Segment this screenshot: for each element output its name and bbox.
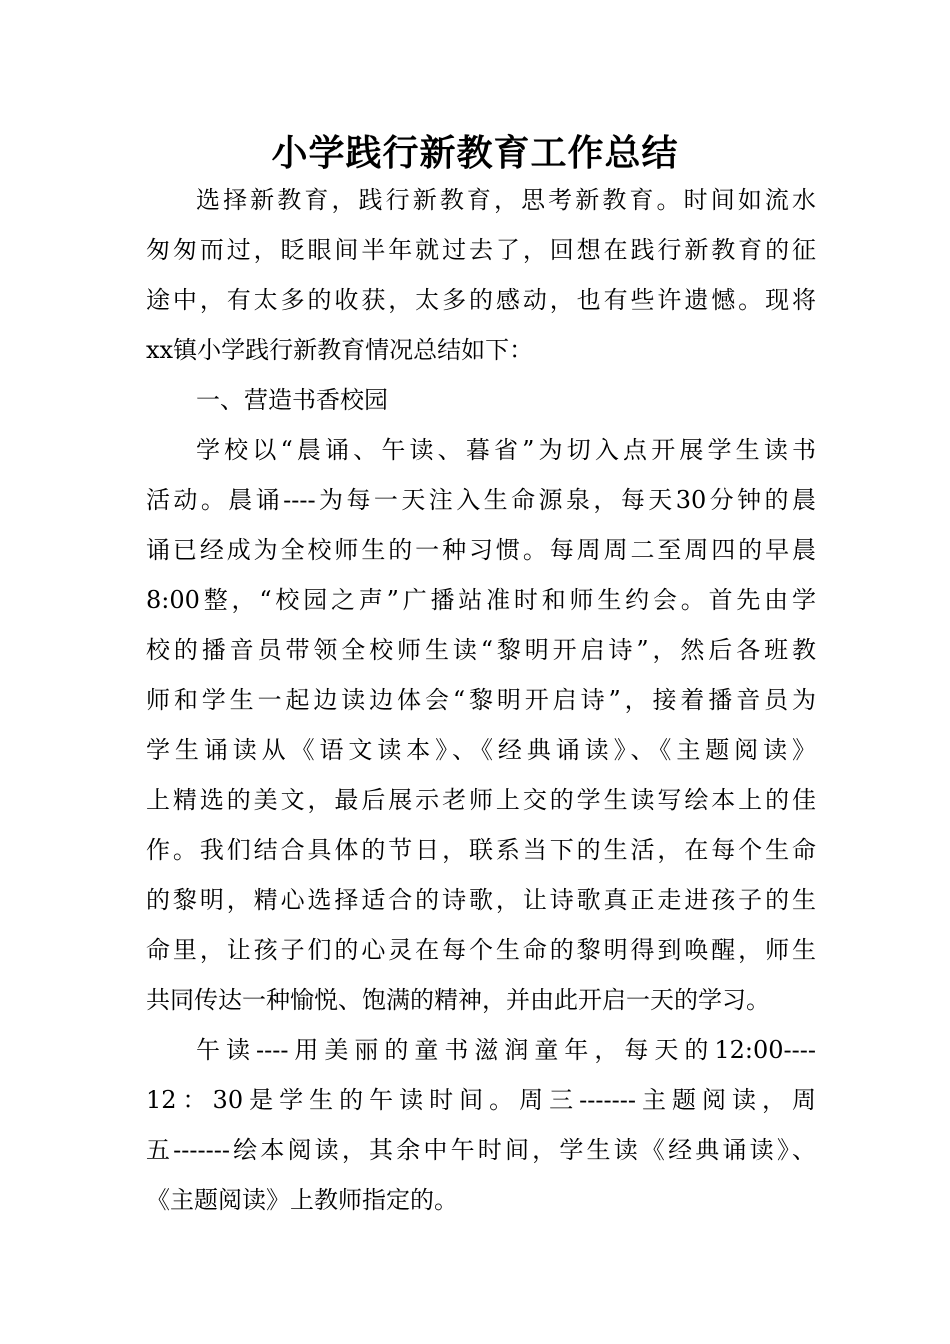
paragraph-line: 活动。晨诵----为每一天注入生命源泉，每天30分钟的晨 bbox=[146, 486, 816, 514]
section-heading: 一、营造书香校园 bbox=[196, 386, 388, 414]
paragraph-line: 选择新教育，践行新教育，思考新教育。时间如流水 bbox=[196, 186, 816, 214]
paragraph-line: 校的播音员带领全校师生读“黎明开启诗”，然后各班教 bbox=[146, 636, 816, 664]
paragraph-line: 师和学生一起边读边体会“黎明开启诗”，接着播音员为 bbox=[146, 686, 816, 714]
paragraph-line: 学校以“晨诵、午读、暮省”为切入点开展学生读书 bbox=[196, 436, 816, 464]
paragraph-line: 上精选的美文，最后展示老师上交的学生读写绘本上的佳 bbox=[146, 786, 816, 814]
paragraph-line: xx镇小学践行新教育情况总结如下： bbox=[146, 336, 534, 364]
document-title: 小学践行新教育工作总结 bbox=[271, 132, 679, 174]
paragraph-line: 途中，有太多的收获，太多的感动，也有些许遗憾。现将 bbox=[146, 286, 816, 314]
paragraph-line: 午读----用美丽的童书滋润童年，每天的12:00---- bbox=[196, 1036, 816, 1064]
paragraph-line: 作。我们结合具体的节日，联系当下的生活，在每个生命 bbox=[146, 836, 816, 864]
paragraph-line: 五-------绘本阅读，其余中午时间，学生读《经典诵读》、 bbox=[146, 1136, 816, 1164]
paragraph-line: 诵已经成为全校师生的一种习惯。每周周二至周四的早晨 bbox=[146, 536, 816, 564]
paragraph-line: 12：30是学生的午读时间。周三-------主题阅读，周 bbox=[146, 1086, 816, 1114]
paragraph-line: 共同传达一种愉悦、饱满的精神，并由此开启一天的学习。 bbox=[146, 986, 770, 1014]
paragraph-line: 命里，让孩子们的心灵在每个生命的黎明得到唤醒，师生 bbox=[146, 936, 816, 964]
paragraph-line: 学生诵读从《语文读本》、《经典诵读》、《主题阅读》 bbox=[146, 736, 816, 764]
paragraph-line: 匆匆而过，眨眼间半年就过去了，回想在践行新教育的征 bbox=[146, 236, 816, 264]
paragraph-line: 《主题阅读》上教师指定的。 bbox=[146, 1186, 458, 1214]
paragraph-line: 8:00整，“校园之声”广播站准时和师生约会。首先由学 bbox=[146, 586, 816, 614]
paragraph-line: 的黎明，精心选择适合的诗歌，让诗歌真正走进孩子的生 bbox=[146, 886, 816, 914]
